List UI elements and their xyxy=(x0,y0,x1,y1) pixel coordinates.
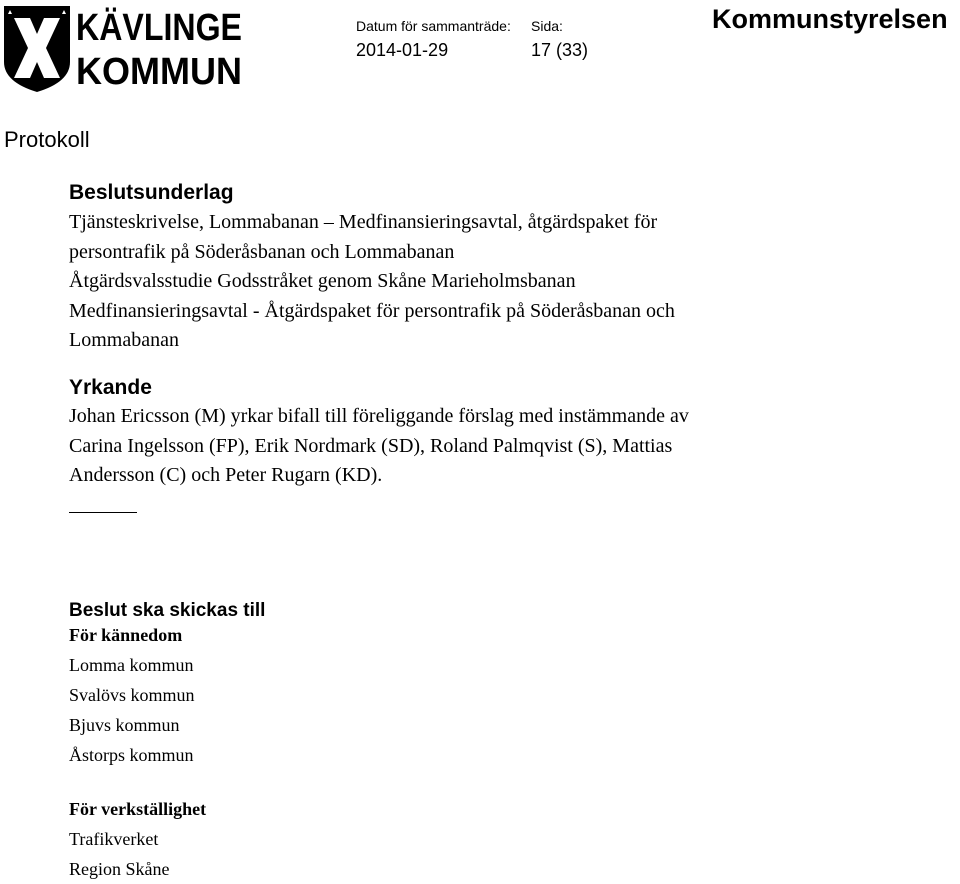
yrkande-line: Andersson (C) och Peter Rugarn (KD). xyxy=(69,464,383,486)
beslutsunderlag-line: persontrafik på Söderåsbanan och Lommabanan xyxy=(69,240,455,263)
kavlinge-kommun-logo xyxy=(0,0,273,93)
beslut-heading: Beslut ska skickas till xyxy=(69,600,266,621)
page-label: Sida: xyxy=(531,18,563,34)
beslutsunderlag-heading: Beslutsunderlag xyxy=(69,181,234,204)
for-kannedom-label: För kännedom xyxy=(69,625,183,645)
yrkande-heading: Yrkande xyxy=(69,376,152,399)
date-label: Datum för sammanträde: xyxy=(356,18,511,34)
organization-name: Kommunstyrelsen xyxy=(712,4,948,34)
recipient-item: Åstorps kommun xyxy=(69,745,194,765)
yrkande-paragraph xyxy=(69,402,689,491)
beslutsunderlag-line: Åtgärdsvalsstudie Godsstråket genom Skåne Marieholmsbanan xyxy=(69,270,576,292)
recipient-item: Lomma kommun xyxy=(69,655,194,675)
beslutsunderlag-line: Medfinansieringsavtal - Åtgärdspaket för persontrafik på Söderåsbanan och xyxy=(69,299,675,322)
logo-text-line2: KOMMUN xyxy=(76,51,242,93)
recipient-item: Region Skåne xyxy=(69,859,170,879)
yrkande-line: Carina Ingelsson (FP), Erik Nordmark (SD), Roland Palmqvist (S), Mattias xyxy=(69,434,673,457)
document-type: Protokoll xyxy=(4,127,90,152)
for-verkstallighet-list xyxy=(69,824,170,884)
beslutsunderlag-line: Tjänsteskrivelse, Lommabanan – Medfinansieringsavtal, åtgärdspaket för xyxy=(69,211,658,233)
logo-text-line1: KÄVLINGE xyxy=(76,7,273,49)
recipient-item: Trafikverket xyxy=(69,829,159,849)
logo-emblem-icon xyxy=(0,0,273,93)
beslutsunderlag-line: Lommabanan xyxy=(69,329,179,351)
date-value: 2014-01-29 xyxy=(356,40,449,60)
yrkande-line: Johan Ericsson (M) yrkar bifall till föreliggande förslag med instämmande av xyxy=(69,405,689,427)
beslutsunderlag-list xyxy=(69,208,675,356)
page-value: 17 (33) xyxy=(531,40,589,60)
for-verkstallighet-label: För verkställighet xyxy=(69,799,207,819)
for-kannedom-list xyxy=(69,650,195,770)
section-divider xyxy=(69,512,137,513)
recipient-item: Svalövs kommun xyxy=(69,685,195,705)
recipient-item: Bjuvs kommun xyxy=(69,715,180,735)
